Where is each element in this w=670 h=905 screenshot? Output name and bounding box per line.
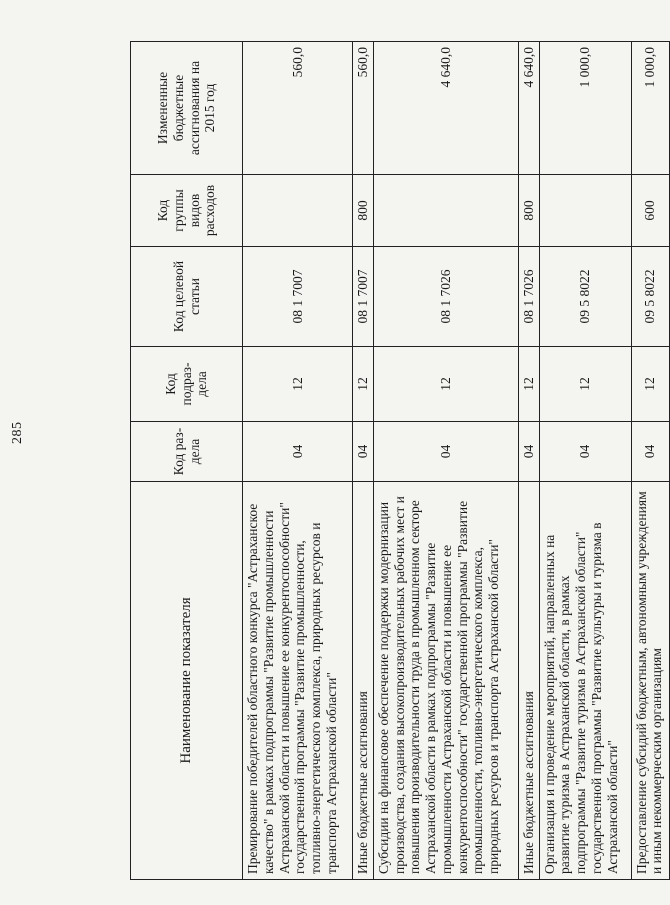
row-vidy <box>539 175 631 247</box>
header-razdel: Код раз- дела <box>131 422 243 482</box>
row-vidy: 600 <box>631 175 669 247</box>
row-podrazdel: 12 <box>373 347 518 422</box>
row-name: Субсидии на финансовое обеспечение поддержки модернизации производства, создания высокопроизводительных рабочих мест и повышения производительности труда в промышленном секторе Астраханской области в рамках подпрограммы "Развитие промышленности Астраханской области и повышение ее конкурентоспособности" государственной программы "Развитие промышленности, топливно-энергетического комплекса, природных ресурсов и транспорта Астраханской области" <box>373 482 518 880</box>
header-sum: Измененные бюджетные ассигнования на 2015 год <box>131 42 243 175</box>
row-sum: 560,0 <box>353 42 374 175</box>
row-razdel: 04 <box>373 422 518 482</box>
row-statya: 08 1 7026 <box>373 247 518 347</box>
row-vidy: 800 <box>353 175 374 247</box>
row-name: Иные бюджетные ассигнования <box>353 482 374 880</box>
row-vidy <box>373 175 518 247</box>
row-razdel: 04 <box>243 422 353 482</box>
row-sum: 1 000,0 <box>631 42 669 175</box>
row-podrazdel: 12 <box>518 347 539 422</box>
row-statya: 08 1 7026 <box>518 247 539 347</box>
row-razdel: 04 <box>539 422 631 482</box>
header-name: Наименование показателя <box>131 482 243 880</box>
table-row <box>518 42 539 880</box>
row-sum: 1 000,0 <box>539 42 631 175</box>
header-row <box>131 42 243 880</box>
row-sum: 4 640,0 <box>518 42 539 175</box>
row-statya: 08 1 7007 <box>243 247 353 347</box>
row-razdel: 04 <box>518 422 539 482</box>
row-name: Организация и проведение мероприятий, направленных на развитие туризма в Астраханской области, в рамках подпрограммы "Развитие туризма в Астраханской области" государственной программы "Развитие культуры и туризма в Астраханской области" <box>539 482 631 880</box>
header-vidy: Код группы видов расходов <box>131 175 243 247</box>
header-statya: Код целевой статьи <box>131 247 243 347</box>
page-number: 285 <box>10 421 25 444</box>
table-row <box>539 42 631 880</box>
row-name: Предоставление субсидий бюджетным, автономным учреждениям и иным некоммерческим организациям <box>631 482 669 880</box>
row-razdel: 04 <box>353 422 374 482</box>
row-name: Иные бюджетные ассигнования <box>518 482 539 880</box>
row-podrazdel: 12 <box>631 347 669 422</box>
row-name: Премирование победителей областного конкурса "Астраханское качество" в рамках подпрограммы "Развитие промышленности Астраханской области и повышение ее конкурентоспособности" государственной программы "Развитие промышленности, топливно-энергетического комплекса, природных ресурсов и транспорта Астраханской области" <box>243 482 353 880</box>
row-vidy <box>243 175 353 247</box>
row-statya: 09 5 8022 <box>539 247 631 347</box>
table-row <box>243 42 353 880</box>
row-podrazdel: 12 <box>353 347 374 422</box>
row-sum: 560,0 <box>243 42 353 175</box>
row-podrazdel: 12 <box>539 347 631 422</box>
row-podrazdel: 12 <box>243 347 353 422</box>
table-row <box>373 42 518 880</box>
row-statya: 08 1 7007 <box>353 247 374 347</box>
rotated-table-wrapper <box>130 42 665 880</box>
row-razdel: 04 <box>631 422 669 482</box>
table-row <box>353 42 374 880</box>
row-vidy: 800 <box>518 175 539 247</box>
table-row <box>631 42 669 880</box>
header-podrazdel: Код подраз- дела <box>131 347 243 422</box>
row-sum: 4 640,0 <box>373 42 518 175</box>
budget-table <box>130 41 670 880</box>
row-statya: 09 5 8022 <box>631 247 669 347</box>
